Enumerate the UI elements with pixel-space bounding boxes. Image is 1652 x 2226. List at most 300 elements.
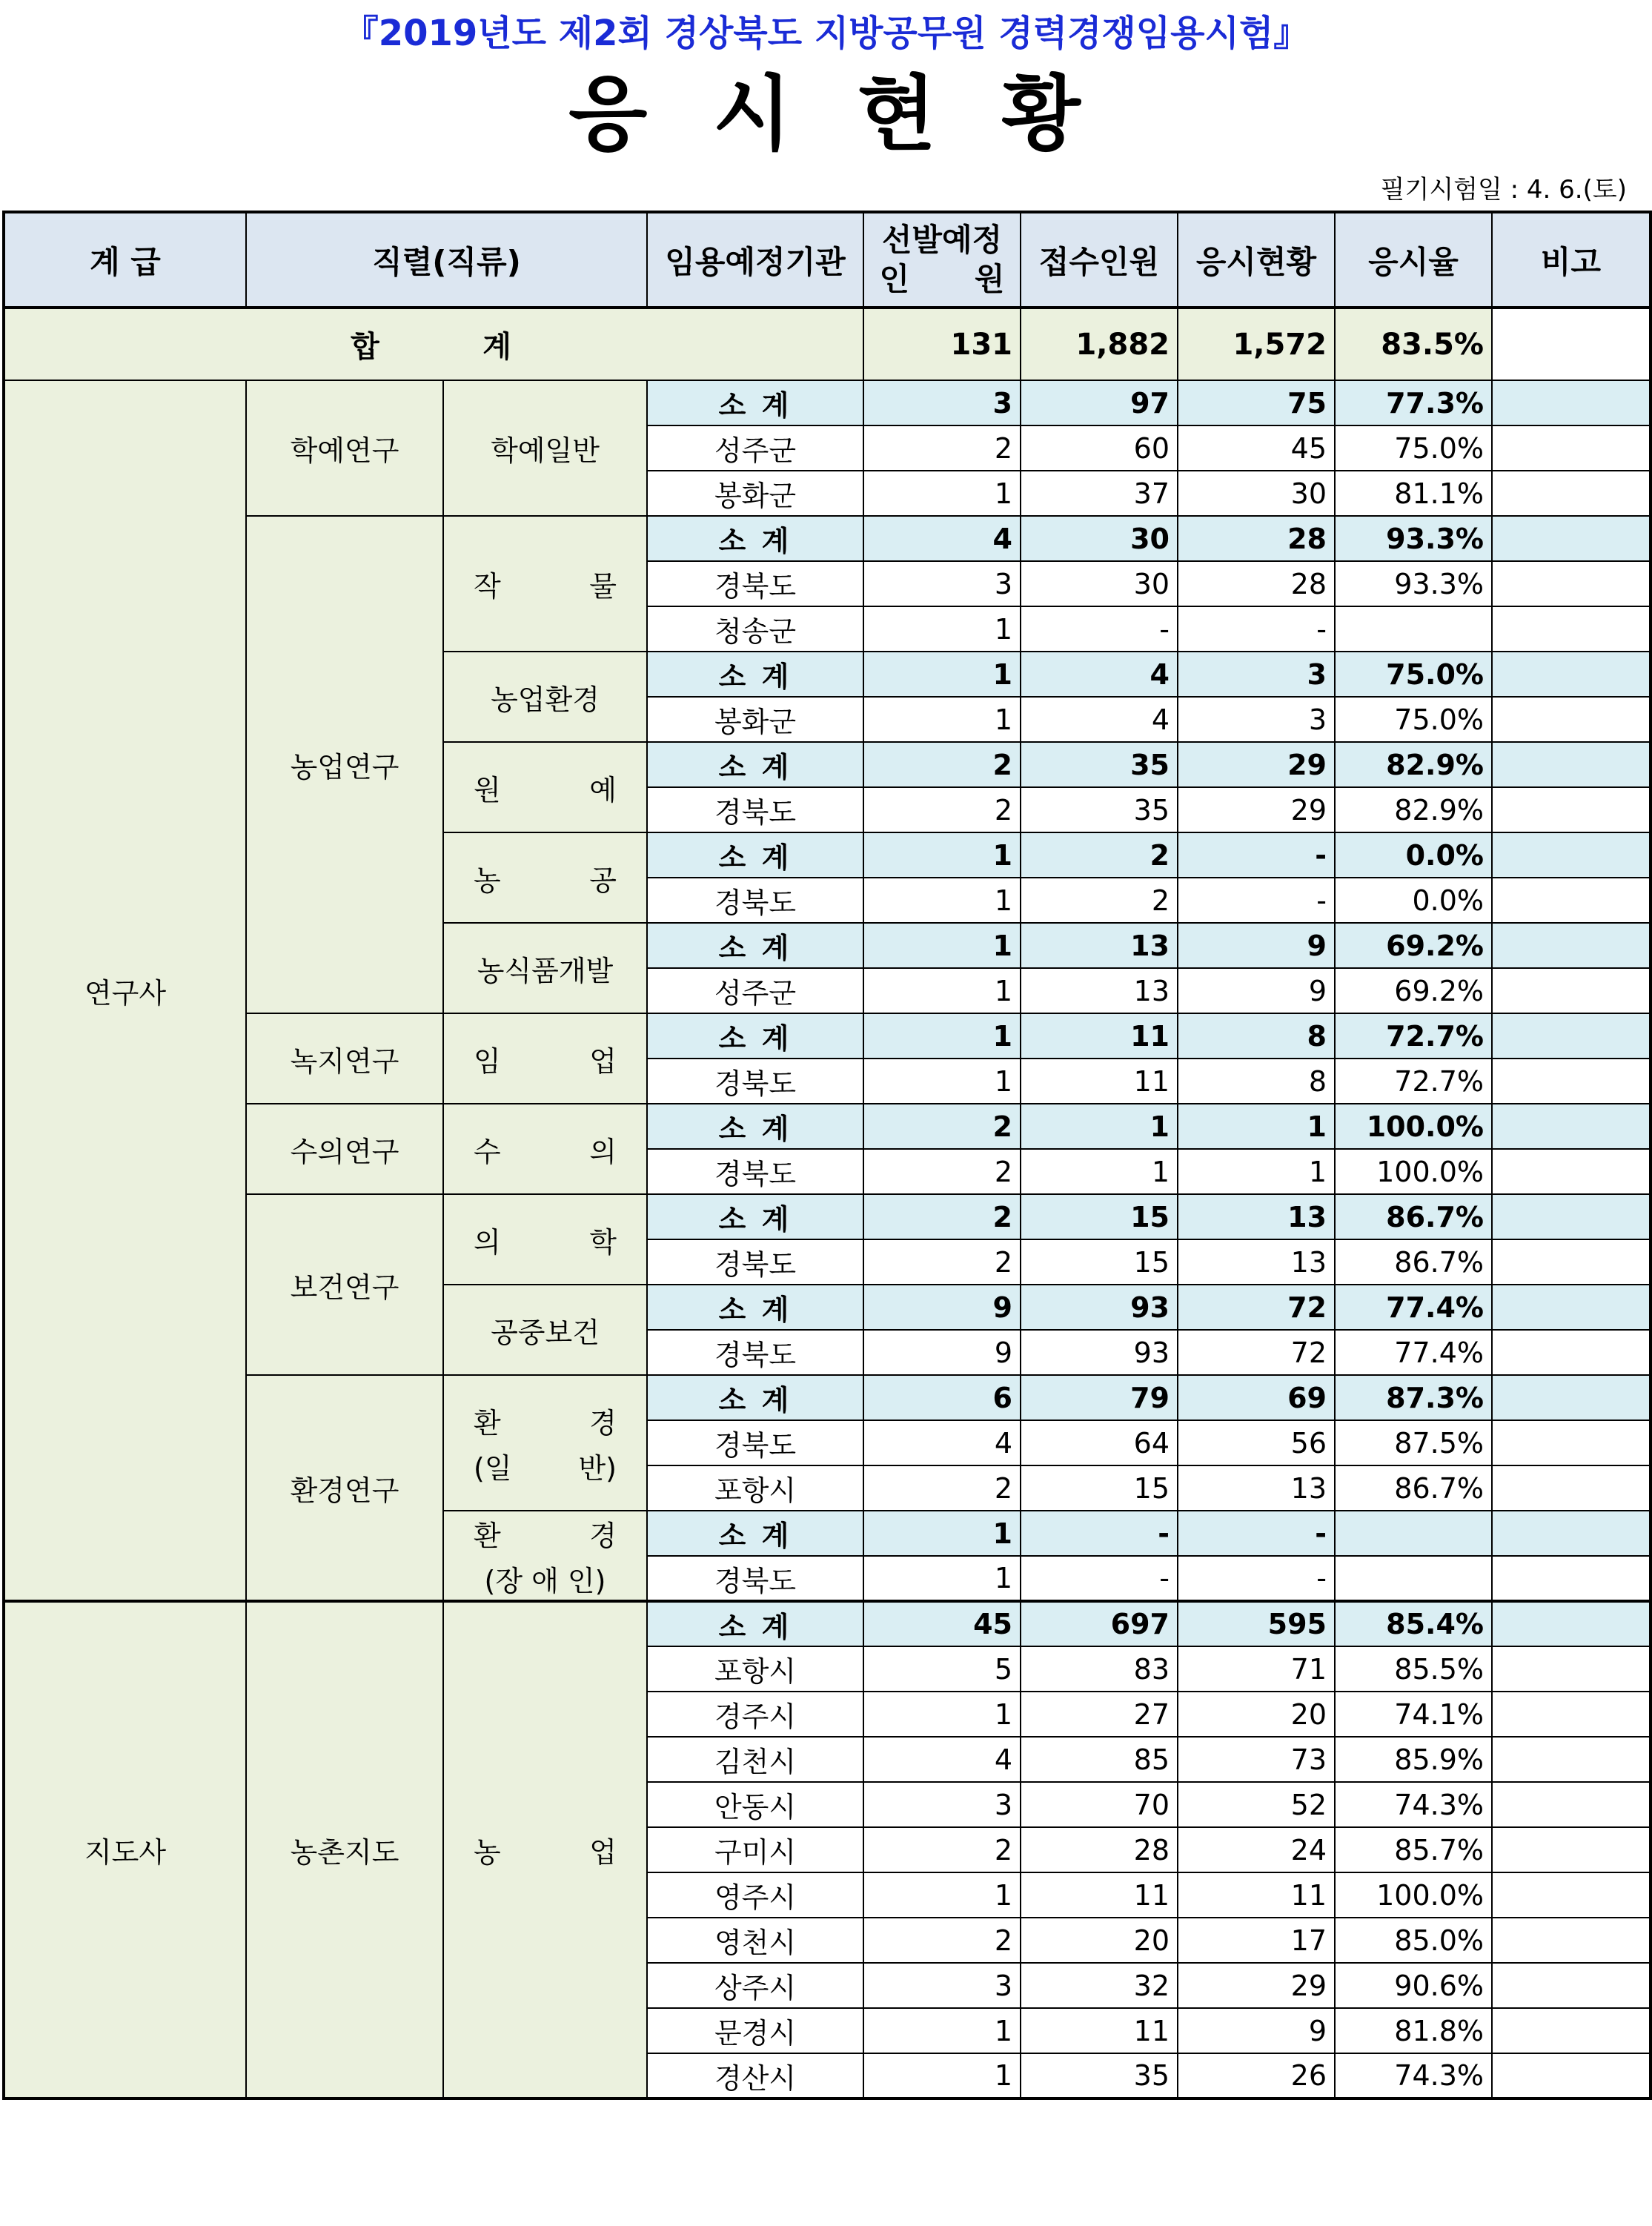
subseries-cell bbox=[443, 923, 647, 1013]
rate-cell: 85.9% bbox=[1335, 1737, 1492, 1782]
subseries-label-part: 환 bbox=[474, 1519, 501, 1552]
applicants-cell: 30 bbox=[1021, 516, 1178, 561]
table-row bbox=[4, 1194, 1651, 1239]
subseries-label-group bbox=[451, 1129, 639, 1170]
col-header-series: 직렬(직류) bbox=[246, 212, 647, 308]
quota-cell: 1 bbox=[863, 697, 1021, 742]
rate-cell: 74.1% bbox=[1335, 1692, 1492, 1737]
note-cell bbox=[1492, 742, 1651, 787]
quota-cell: 2 bbox=[863, 1194, 1021, 1239]
subseries-label-group bbox=[451, 1829, 639, 1870]
applicants-cell: 27 bbox=[1021, 1692, 1178, 1737]
rate-cell: 85.4% bbox=[1335, 1601, 1492, 1646]
attended-cell: 13 bbox=[1178, 1465, 1335, 1511]
note-cell bbox=[1492, 1375, 1651, 1420]
rate-cell: 93.3% bbox=[1335, 516, 1492, 561]
rate-cell: 87.5% bbox=[1335, 1420, 1492, 1465]
applicants-cell: 64 bbox=[1021, 1420, 1178, 1465]
quota-cell: 5 bbox=[863, 1646, 1021, 1692]
subseries-cell bbox=[443, 516, 647, 652]
document-subtitle: 『2019년도 제2회 경상북도 지방공무원 경력경쟁임용시험』 bbox=[342, 13, 1310, 54]
series-label: 녹지연구 bbox=[290, 1044, 399, 1078]
agency-cell: 경산시 bbox=[647, 2053, 863, 2099]
attended-cell: 595 bbox=[1178, 1601, 1335, 1646]
note-cell bbox=[1492, 652, 1651, 697]
agency-cell: 소 계 bbox=[647, 1375, 863, 1420]
agency-cell: 소 계 bbox=[647, 1013, 863, 1059]
attended-cell: 8 bbox=[1178, 1013, 1335, 1059]
table-body bbox=[4, 380, 1651, 2099]
agency-cell: 성주군 bbox=[647, 968, 863, 1013]
quota-cell: 4 bbox=[863, 516, 1021, 561]
quota-cell: 1 bbox=[863, 2053, 1021, 2099]
table-row bbox=[4, 1601, 1651, 1646]
attended-cell: 3 bbox=[1178, 652, 1335, 697]
applicants-cell: 13 bbox=[1021, 923, 1178, 968]
quota-cell: 1 bbox=[863, 1059, 1021, 1104]
quota-cell: 1 bbox=[863, 606, 1021, 652]
applicants-cell: 70 bbox=[1021, 1782, 1178, 1827]
quota-cell: 1 bbox=[863, 471, 1021, 516]
applicants-cell: 11 bbox=[1021, 2008, 1178, 2053]
subseries-cell bbox=[443, 380, 647, 516]
rate-cell: 86.7% bbox=[1335, 1194, 1492, 1239]
rate-cell: 81.8% bbox=[1335, 2008, 1492, 2053]
attended-cell: 8 bbox=[1178, 1059, 1335, 1104]
note-cell bbox=[1492, 1104, 1651, 1149]
col-header-quota-line2: 인 원 bbox=[879, 260, 1005, 297]
quota-cell: 2 bbox=[863, 1827, 1021, 1872]
quota-cell: 2 bbox=[863, 425, 1021, 471]
applicants-cell: 85 bbox=[1021, 1737, 1178, 1782]
quota-cell: 2 bbox=[863, 1465, 1021, 1511]
note-cell bbox=[1492, 1511, 1651, 1556]
agency-cell: 구미시 bbox=[647, 1827, 863, 1872]
rate-cell: 0.0% bbox=[1335, 832, 1492, 878]
note-cell bbox=[1492, 1556, 1651, 1601]
agency-cell: 청송군 bbox=[647, 606, 863, 652]
note-cell bbox=[1492, 832, 1651, 878]
note-cell bbox=[1492, 1239, 1651, 1285]
subseries-label-part: 반) bbox=[578, 1451, 617, 1485]
note-cell bbox=[1492, 380, 1651, 425]
col-header-agency: 임용예정기관 bbox=[647, 212, 863, 308]
note-cell bbox=[1492, 878, 1651, 923]
attended-cell: - bbox=[1178, 1556, 1335, 1601]
attended-cell: 29 bbox=[1178, 787, 1335, 832]
series-label: 환경연구 bbox=[290, 1474, 399, 1507]
total-quota: 131 bbox=[863, 308, 1021, 380]
agency-cell: 포항시 bbox=[647, 1646, 863, 1692]
attended-cell: 11 bbox=[1178, 1872, 1335, 1918]
applicants-cell: 35 bbox=[1021, 787, 1178, 832]
rate-cell: 74.3% bbox=[1335, 2053, 1492, 2099]
applicants-cell: 30 bbox=[1021, 561, 1178, 606]
quota-cell: 1 bbox=[863, 968, 1021, 1013]
quota-cell: 2 bbox=[863, 1104, 1021, 1149]
rate-cell: 75.0% bbox=[1335, 425, 1492, 471]
note-cell bbox=[1492, 516, 1651, 561]
agency-cell: 경북도 bbox=[647, 1330, 863, 1375]
attended-cell: 20 bbox=[1178, 1692, 1335, 1737]
note-cell bbox=[1492, 1420, 1651, 1465]
col-header-quota bbox=[863, 212, 1021, 308]
rate-cell: 100.0% bbox=[1335, 1149, 1492, 1194]
quota-cell: 2 bbox=[863, 742, 1021, 787]
rate-cell: 85.7% bbox=[1335, 1827, 1492, 1872]
applicants-cell: 97 bbox=[1021, 380, 1178, 425]
subseries-label: 농업환경 bbox=[491, 683, 600, 716]
attended-cell: 3 bbox=[1178, 697, 1335, 742]
total-rate: 83.5% bbox=[1335, 308, 1492, 380]
exam-date: 필기시험일 : 4. 6.(토) bbox=[1380, 175, 1627, 205]
attended-cell: 17 bbox=[1178, 1918, 1335, 1963]
applicants-cell: 93 bbox=[1021, 1285, 1178, 1330]
applicants-cell: - bbox=[1021, 606, 1178, 652]
agency-cell: 소 계 bbox=[647, 380, 863, 425]
applicants-cell: 83 bbox=[1021, 1646, 1178, 1692]
note-cell bbox=[1492, 1737, 1651, 1782]
rate-cell: 0.0% bbox=[1335, 878, 1492, 923]
subseries-label-part: (일 bbox=[474, 1451, 512, 1485]
agency-cell: 소 계 bbox=[647, 1285, 863, 1330]
subseries-cell bbox=[443, 1511, 647, 1601]
attended-cell: 30 bbox=[1178, 471, 1335, 516]
total-row bbox=[4, 308, 1651, 380]
subseries-cell bbox=[443, 1194, 647, 1285]
quota-cell: 4 bbox=[863, 1420, 1021, 1465]
subseries-label-part: 물 bbox=[589, 570, 617, 603]
quota-cell: 2 bbox=[863, 787, 1021, 832]
table-row bbox=[4, 380, 1651, 425]
rate-cell: 93.3% bbox=[1335, 561, 1492, 606]
note-cell bbox=[1492, 1149, 1651, 1194]
note-cell bbox=[1492, 425, 1651, 471]
subseries-label-part: 수 bbox=[474, 1135, 501, 1168]
series-cell bbox=[246, 1013, 443, 1104]
header-row bbox=[4, 212, 1651, 308]
quota-cell: 2 bbox=[863, 1918, 1021, 1963]
quota-cell: 4 bbox=[863, 1737, 1021, 1782]
note-cell bbox=[1492, 697, 1651, 742]
series-label: 학예연구 bbox=[290, 434, 399, 467]
rate-cell: 86.7% bbox=[1335, 1239, 1492, 1285]
note-cell bbox=[1492, 1330, 1651, 1375]
applicants-cell: 35 bbox=[1021, 2053, 1178, 2099]
quota-cell: 1 bbox=[863, 1692, 1021, 1737]
applicants-cell: 79 bbox=[1021, 1375, 1178, 1420]
rate-cell bbox=[1335, 1511, 1492, 1556]
agency-cell: 봉화군 bbox=[647, 697, 863, 742]
attended-cell: 29 bbox=[1178, 742, 1335, 787]
agency-cell: 경주시 bbox=[647, 1692, 863, 1737]
attended-cell: 1 bbox=[1178, 1104, 1335, 1149]
note-cell bbox=[1492, 1963, 1651, 2008]
agency-cell: 경북도 bbox=[647, 1556, 863, 1601]
attended-cell: 28 bbox=[1178, 516, 1335, 561]
subseries-cell bbox=[443, 652, 647, 742]
subseries-cell bbox=[443, 1104, 647, 1194]
subseries-cell bbox=[443, 1013, 647, 1104]
attended-cell: 29 bbox=[1178, 1963, 1335, 2008]
attended-cell: - bbox=[1178, 878, 1335, 923]
agency-cell: 소 계 bbox=[647, 1104, 863, 1149]
applicants-cell: 37 bbox=[1021, 471, 1178, 516]
attended-cell: 56 bbox=[1178, 1420, 1335, 1465]
quota-cell: 9 bbox=[863, 1330, 1021, 1375]
note-cell bbox=[1492, 1872, 1651, 1918]
exam-status-table bbox=[2, 211, 1652, 2100]
rate-cell: 82.9% bbox=[1335, 787, 1492, 832]
quota-cell: 1 bbox=[863, 832, 1021, 878]
applicants-cell: - bbox=[1021, 1511, 1178, 1556]
attended-cell: 26 bbox=[1178, 2053, 1335, 2099]
agency-cell: 소 계 bbox=[647, 832, 863, 878]
series-label: 농촌지도 bbox=[290, 1836, 399, 1869]
note-cell bbox=[1492, 787, 1651, 832]
note-cell bbox=[1492, 2008, 1651, 2053]
applicants-cell: 2 bbox=[1021, 878, 1178, 923]
grade-label: 지도사 bbox=[84, 1836, 167, 1869]
subseries-label-part: 업 bbox=[589, 1836, 617, 1869]
rate-cell: 69.2% bbox=[1335, 923, 1492, 968]
subseries-label: 학예일반 bbox=[491, 434, 600, 467]
subseries-label-part: 예 bbox=[589, 773, 617, 806]
agency-cell: 포항시 bbox=[647, 1465, 863, 1511]
series-label: 농업연구 bbox=[290, 751, 399, 784]
rate-cell: 82.9% bbox=[1335, 742, 1492, 787]
subseries-label-part: 원 bbox=[474, 773, 501, 806]
total-attended: 1,572 bbox=[1178, 308, 1335, 380]
agency-cell: 경북도 bbox=[647, 787, 863, 832]
agency-cell: 소 계 bbox=[647, 742, 863, 787]
series-label: 보건연구 bbox=[290, 1271, 399, 1304]
agency-cell: 봉화군 bbox=[647, 471, 863, 516]
total-applicants: 1,882 bbox=[1021, 308, 1178, 380]
quota-cell: 1 bbox=[863, 1511, 1021, 1556]
rate-cell: 86.7% bbox=[1335, 1465, 1492, 1511]
subseries-label-part: 임 bbox=[474, 1044, 501, 1078]
attended-cell: 52 bbox=[1178, 1782, 1335, 1827]
rate-cell: 81.1% bbox=[1335, 471, 1492, 516]
rate-cell: 75.0% bbox=[1335, 652, 1492, 697]
agency-cell: 김천시 bbox=[647, 1737, 863, 1782]
attended-cell: - bbox=[1178, 832, 1335, 878]
note-cell bbox=[1492, 1646, 1651, 1692]
attended-cell: 72 bbox=[1178, 1330, 1335, 1375]
applicants-cell: 11 bbox=[1021, 1059, 1178, 1104]
rate-cell: 77.3% bbox=[1335, 380, 1492, 425]
applicants-cell: - bbox=[1021, 1556, 1178, 1601]
col-header-quota-line1: 선발예정 bbox=[881, 222, 1003, 258]
attended-cell: 1 bbox=[1178, 1149, 1335, 1194]
subseries-label-part: 공 bbox=[589, 864, 617, 897]
subseries-cell bbox=[443, 742, 647, 832]
agency-cell: 경북도 bbox=[647, 1059, 863, 1104]
col-header-attended: 응시현황 bbox=[1178, 212, 1335, 308]
agency-cell: 소 계 bbox=[647, 923, 863, 968]
subseries-cell bbox=[443, 1601, 647, 2099]
grade-cell bbox=[4, 1601, 246, 2099]
agency-cell: 소 계 bbox=[647, 652, 863, 697]
quota-cell: 3 bbox=[863, 1782, 1021, 1827]
col-header-note: 비고 bbox=[1492, 212, 1651, 308]
subseries-label-group bbox=[451, 767, 639, 808]
applicants-cell: 28 bbox=[1021, 1827, 1178, 1872]
attended-cell: 73 bbox=[1178, 1737, 1335, 1782]
quota-cell: 6 bbox=[863, 1375, 1021, 1420]
quota-cell: 1 bbox=[863, 1556, 1021, 1601]
applicants-cell: 20 bbox=[1021, 1918, 1178, 1963]
quota-cell: 2 bbox=[863, 1239, 1021, 1285]
note-cell bbox=[1492, 1782, 1651, 1827]
agency-cell: 소 계 bbox=[647, 1511, 863, 1556]
subseries-label-group bbox=[451, 1558, 639, 1599]
agency-cell: 소 계 bbox=[647, 516, 863, 561]
attended-cell: - bbox=[1178, 606, 1335, 652]
note-cell bbox=[1492, 606, 1651, 652]
note-cell bbox=[1492, 1918, 1651, 1963]
agency-cell: 경북도 bbox=[647, 1149, 863, 1194]
series-cell bbox=[246, 380, 443, 516]
quota-cell: 3 bbox=[863, 561, 1021, 606]
quota-cell: 45 bbox=[863, 1601, 1021, 1646]
subseries-label-part: (장 애 인) bbox=[484, 1564, 606, 1597]
quota-cell: 1 bbox=[863, 1872, 1021, 1918]
subseries-label-part: 경 bbox=[589, 1406, 617, 1440]
series-label: 수의연구 bbox=[290, 1135, 399, 1168]
agency-cell: 경북도 bbox=[647, 1420, 863, 1465]
quota-cell: 1 bbox=[863, 652, 1021, 697]
note-cell bbox=[1492, 471, 1651, 516]
series-cell bbox=[246, 1375, 443, 1601]
subseries-label-group bbox=[451, 1400, 639, 1441]
subseries-label: 농식품개발 bbox=[477, 954, 614, 987]
rate-cell: 72.7% bbox=[1335, 1059, 1492, 1104]
subseries-label-part: 경 bbox=[589, 1519, 617, 1552]
subseries-label-part: 작 bbox=[474, 570, 501, 603]
note-cell bbox=[1492, 923, 1651, 968]
subseries-label-group bbox=[451, 1513, 639, 1554]
rate-cell bbox=[1335, 606, 1492, 652]
attended-cell: 45 bbox=[1178, 425, 1335, 471]
subseries-cell bbox=[443, 1285, 647, 1375]
applicants-cell: 4 bbox=[1021, 652, 1178, 697]
table-row bbox=[4, 1375, 1651, 1420]
agency-cell: 문경시 bbox=[647, 2008, 863, 2053]
subseries-label-group bbox=[451, 1445, 639, 1486]
quota-cell: 1 bbox=[863, 2008, 1021, 2053]
quota-cell: 1 bbox=[863, 878, 1021, 923]
note-cell bbox=[1492, 1465, 1651, 1511]
note-cell bbox=[1492, 1827, 1651, 1872]
rate-cell: 85.0% bbox=[1335, 1918, 1492, 1963]
subseries-label-part: 환 bbox=[474, 1406, 501, 1440]
col-header-rate: 응시율 bbox=[1335, 212, 1492, 308]
subseries-label-group bbox=[451, 1219, 639, 1260]
applicants-cell: 15 bbox=[1021, 1465, 1178, 1511]
quota-cell: 9 bbox=[863, 1285, 1021, 1330]
subseries-cell bbox=[443, 1375, 647, 1511]
series-cell bbox=[246, 1104, 443, 1194]
quota-cell: 2 bbox=[863, 1149, 1021, 1194]
table-row bbox=[4, 516, 1651, 561]
subseries-label-group bbox=[451, 1039, 639, 1079]
total-note bbox=[1492, 308, 1651, 380]
note-cell bbox=[1492, 968, 1651, 1013]
series-cell bbox=[246, 516, 443, 1013]
col-header-grade: 계 급 bbox=[4, 212, 246, 308]
rate-cell: 87.3% bbox=[1335, 1375, 1492, 1420]
rate-cell: 72.7% bbox=[1335, 1013, 1492, 1059]
rate-cell: 90.6% bbox=[1335, 1963, 1492, 2008]
applicants-cell: 32 bbox=[1021, 1963, 1178, 2008]
rate-cell: 69.2% bbox=[1335, 968, 1492, 1013]
subseries-label-part: 학 bbox=[589, 1225, 617, 1259]
agency-cell: 안동시 bbox=[647, 1782, 863, 1827]
col-header-applicants: 접수인원 bbox=[1021, 212, 1178, 308]
document-title: 응 시 현 황 bbox=[568, 67, 1084, 162]
attended-cell: 9 bbox=[1178, 923, 1335, 968]
table-row bbox=[4, 1013, 1651, 1059]
applicants-cell: 1 bbox=[1021, 1149, 1178, 1194]
applicants-cell: 2 bbox=[1021, 832, 1178, 878]
attended-cell: 13 bbox=[1178, 1194, 1335, 1239]
note-cell bbox=[1492, 1194, 1651, 1239]
attended-cell: 69 bbox=[1178, 1375, 1335, 1420]
agency-cell: 영주시 bbox=[647, 1872, 863, 1918]
note-cell bbox=[1492, 1013, 1651, 1059]
rate-cell: 85.5% bbox=[1335, 1646, 1492, 1692]
attended-cell: 72 bbox=[1178, 1285, 1335, 1330]
attended-cell: 24 bbox=[1178, 1827, 1335, 1872]
subseries-label-part: 농 bbox=[474, 864, 501, 897]
note-cell bbox=[1492, 561, 1651, 606]
quota-cell: 3 bbox=[863, 1963, 1021, 2008]
note-cell bbox=[1492, 1059, 1651, 1104]
applicants-cell: 93 bbox=[1021, 1330, 1178, 1375]
attended-cell: 9 bbox=[1178, 2008, 1335, 2053]
applicants-cell: 4 bbox=[1021, 697, 1178, 742]
agency-cell: 성주군 bbox=[647, 425, 863, 471]
rate-cell: 77.4% bbox=[1335, 1330, 1492, 1375]
agency-cell: 경북도 bbox=[647, 1239, 863, 1285]
applicants-cell: 11 bbox=[1021, 1013, 1178, 1059]
subseries-label-part: 의 bbox=[589, 1135, 617, 1168]
applicants-cell: 13 bbox=[1021, 968, 1178, 1013]
rate-cell: 74.3% bbox=[1335, 1782, 1492, 1827]
rate-cell bbox=[1335, 1556, 1492, 1601]
subseries-label-part: 업 bbox=[589, 1044, 617, 1078]
attended-cell: 75 bbox=[1178, 380, 1335, 425]
applicants-cell: 15 bbox=[1021, 1239, 1178, 1285]
subseries-label-part: 의 bbox=[474, 1225, 501, 1259]
applicants-cell: 15 bbox=[1021, 1194, 1178, 1239]
subseries-label-group bbox=[451, 563, 639, 604]
agency-cell: 소 계 bbox=[647, 1601, 863, 1646]
attended-cell: - bbox=[1178, 1511, 1335, 1556]
attended-cell: 71 bbox=[1178, 1646, 1335, 1692]
note-cell bbox=[1492, 1601, 1651, 1646]
subseries-label: 공중보건 bbox=[491, 1316, 600, 1349]
subseries-label-group bbox=[451, 858, 639, 898]
series-cell bbox=[246, 1601, 443, 2099]
note-cell bbox=[1492, 1692, 1651, 1737]
applicants-cell: 11 bbox=[1021, 1872, 1178, 1918]
grade-label: 연구사 bbox=[84, 976, 167, 1010]
attended-cell: 28 bbox=[1178, 561, 1335, 606]
applicants-cell: 697 bbox=[1021, 1601, 1178, 1646]
